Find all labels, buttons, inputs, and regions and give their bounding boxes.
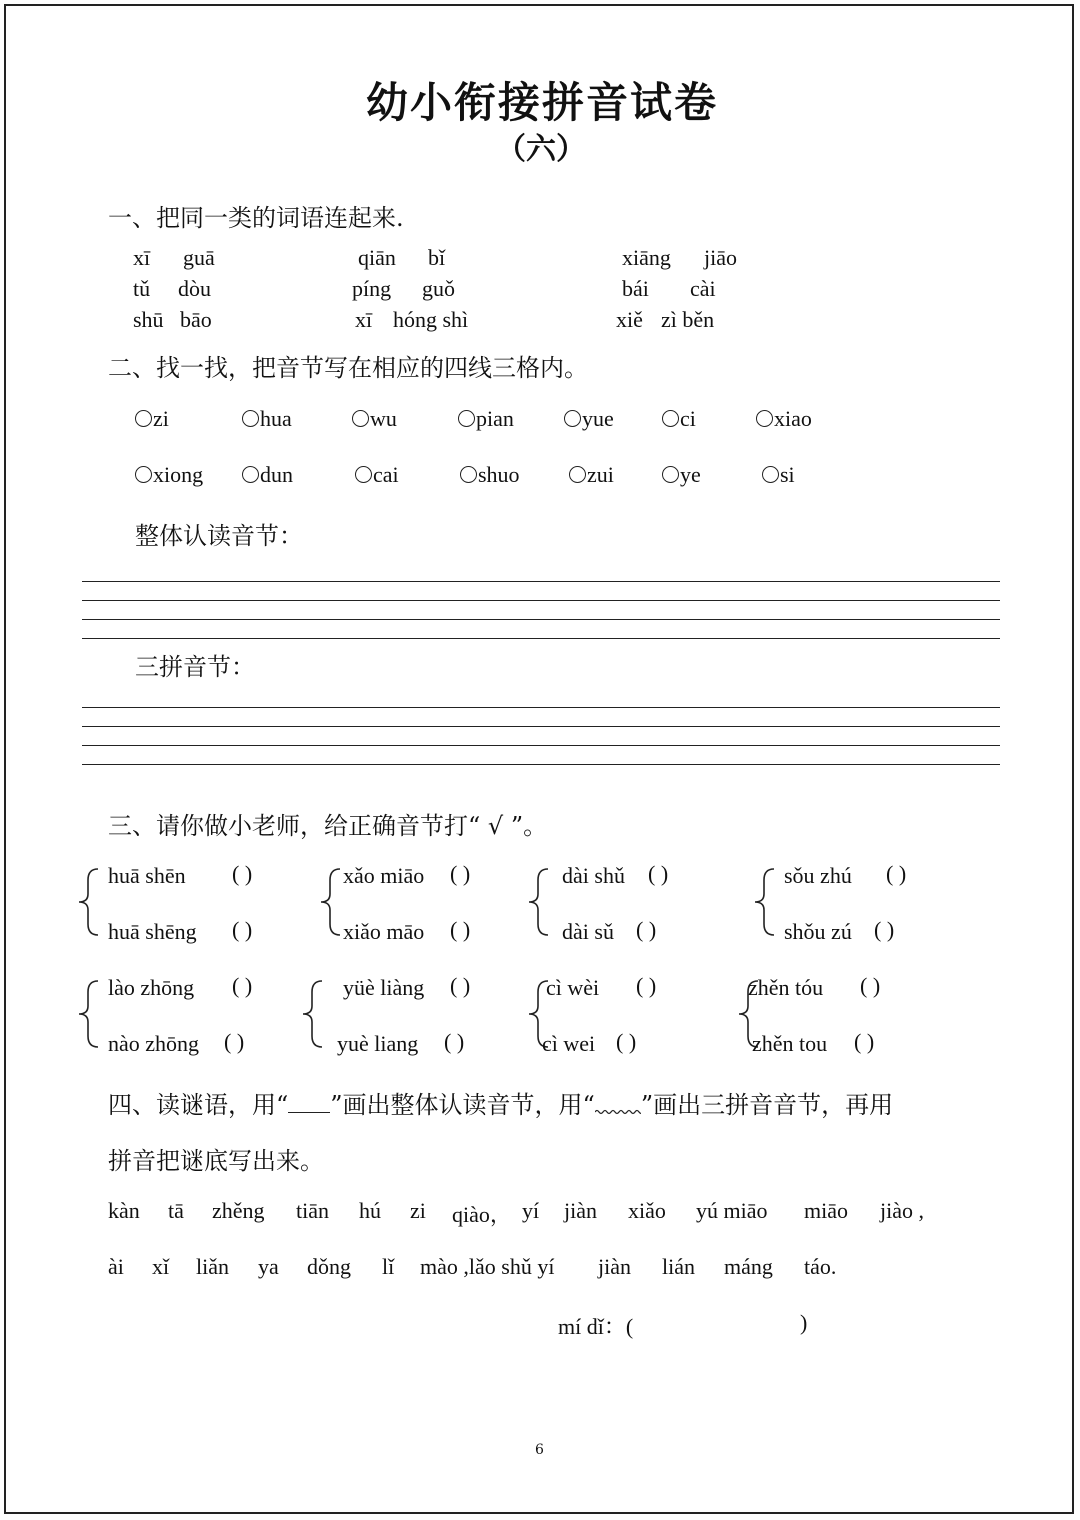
brace-icon [300, 978, 326, 1050]
circle-icon[interactable] [762, 466, 779, 483]
circle-icon[interactable] [242, 466, 259, 483]
answer-paren[interactable]: ( ) [860, 973, 881, 998]
riddle-word: tiān [296, 1198, 329, 1223]
choice-option: huā shēn [108, 863, 186, 888]
choice-option: huā shēng [108, 919, 197, 944]
riddle-word: lǐ [382, 1254, 395, 1279]
riddle-word: jiàn [598, 1254, 631, 1279]
word-item: guǒ [422, 276, 455, 301]
circle-icon[interactable] [242, 410, 259, 427]
word-item: shū [133, 307, 164, 332]
answer-field[interactable] [662, 1308, 798, 1336]
choice-option: nào zhōng [108, 1031, 200, 1056]
riddle-word: tā [168, 1198, 184, 1223]
choice-option: cì wei [542, 1031, 596, 1056]
section4-heading: 四、读谜语，用“ ”画出整体认读音节，用“ ”画出三拼音音节，再用 [108, 1091, 894, 1119]
riddle-word: yú miāo [696, 1198, 768, 1223]
syllable-option: yue [564, 406, 614, 432]
word-item: dòu [178, 276, 211, 301]
word-item: bǐ [428, 245, 446, 270]
riddle-word: lián [662, 1254, 695, 1279]
syllable-option: hua [242, 406, 292, 432]
choice-option: yüè liàng [343, 975, 425, 1000]
answer-paren[interactable]: ( ) [450, 861, 471, 886]
circle-icon[interactable] [460, 466, 477, 483]
riddle-word: miāo [804, 1198, 848, 1223]
answer-paren[interactable]: ( ) [616, 1029, 637, 1054]
choice-option: xǎo miāo [343, 863, 425, 888]
circle-icon[interactable] [756, 410, 773, 427]
brace-icon [526, 866, 552, 938]
syllable-option: zui [569, 462, 614, 488]
riddle-word: jiào , [880, 1198, 924, 1223]
riddle-word: kàn [108, 1198, 140, 1223]
riddle-word: liǎn [196, 1254, 229, 1279]
riddle-word: zhěng [212, 1198, 265, 1223]
syllable-option: ye [662, 462, 701, 488]
label-whole-syllables: 整体认读音节： [135, 522, 303, 550]
word-item: hóng shì [393, 307, 469, 332]
syllable-option: pian [458, 406, 514, 432]
riddle-word: jiàn [564, 1198, 597, 1223]
circle-icon[interactable] [355, 466, 372, 483]
word-item: qiān [358, 245, 396, 270]
choice-option: yuè liang [337, 1031, 419, 1056]
riddle-word: qiào， [452, 1202, 512, 1227]
word-item: tǔ [133, 276, 151, 301]
section2-heading: 二、找一找，把音节写在相应的四线三格内。 [108, 354, 588, 382]
writing-line[interactable] [82, 619, 1000, 620]
writing-line[interactable] [82, 638, 1000, 639]
answer-close-paren: ) [800, 1310, 808, 1335]
answer-paren[interactable]: ( ) [636, 917, 657, 942]
syllable-option: si [762, 462, 795, 488]
answer-paren[interactable]: ( ) [232, 917, 253, 942]
page-subtitle: （六） [496, 132, 586, 167]
writing-line[interactable] [82, 600, 1000, 601]
brace-icon [318, 866, 344, 938]
underline-straight-icon [288, 1094, 330, 1113]
circle-icon[interactable] [458, 410, 475, 427]
riddle-word: yí [522, 1198, 540, 1223]
riddle-word: ài [108, 1254, 124, 1279]
writing-line[interactable] [82, 745, 1000, 746]
circle-icon[interactable] [135, 410, 152, 427]
answer-paren[interactable]: ( ) [450, 973, 471, 998]
syllable-option: xiao [756, 406, 812, 432]
brace-icon [76, 866, 102, 938]
circle-icon[interactable] [352, 410, 369, 427]
choice-option: zhěn tou [752, 1031, 828, 1056]
choice-option: xiǎo māo [343, 919, 425, 944]
riddle-word: ya [258, 1254, 279, 1279]
answer-paren[interactable]: ( ) [444, 1029, 465, 1054]
answer-paren[interactable]: ( ) [224, 1029, 245, 1054]
riddle-word: zi [410, 1198, 426, 1223]
answer-paren[interactable]: ( ) [232, 973, 253, 998]
syllable-option: ci [662, 406, 696, 432]
riddle-word: mào ,lǎo shǔ yí [420, 1254, 555, 1279]
word-item: jiāo [704, 245, 737, 270]
answer-paren[interactable]: ( ) [636, 973, 657, 998]
answer-paren[interactable]: ( ) [854, 1029, 875, 1054]
choice-option: shǒu zú [784, 919, 852, 944]
circle-icon[interactable] [662, 410, 679, 427]
word-item: zì běn [661, 307, 715, 332]
riddle-word: máng [724, 1254, 773, 1279]
answer-paren[interactable]: ( ) [232, 861, 253, 886]
brace-icon [752, 866, 778, 938]
syllable-option: xiong [135, 462, 203, 488]
word-item: bái [622, 276, 649, 301]
riddle-word: xǐ [152, 1254, 170, 1279]
circle-icon[interactable] [569, 466, 586, 483]
underline-wavy-icon [595, 1095, 641, 1113]
word-item: cài [690, 276, 716, 301]
answer-label: mí dǐ：( [558, 1314, 634, 1339]
syllable-option: shuo [460, 462, 520, 488]
riddle-word: táo. [804, 1254, 837, 1279]
circle-icon[interactable] [662, 466, 679, 483]
word-item: xī [355, 307, 373, 332]
choice-option: cì wèi [546, 975, 600, 1000]
writing-line[interactable] [82, 707, 1000, 708]
word-item: guā [183, 245, 215, 270]
choice-option: dài shǔ [562, 863, 625, 888]
answer-paren[interactable]: ( ) [886, 861, 907, 886]
brace-icon [76, 978, 102, 1050]
label-three-syllables: 三拼音节： [135, 653, 255, 681]
answer-paren[interactable]: ( ) [648, 861, 669, 886]
riddle-word: hú [359, 1198, 381, 1223]
riddle-word: dǒng [307, 1254, 351, 1279]
choice-option: sǒu zhú [784, 863, 852, 888]
page-number: 6 [535, 1442, 544, 1458]
word-item: xiě [616, 307, 643, 332]
writing-line[interactable] [82, 581, 1000, 582]
section4-heading-line2: 拼音把谜底写出来。 [108, 1147, 324, 1175]
choice-option: dài sǔ [562, 919, 614, 944]
writing-line[interactable] [82, 764, 1000, 765]
page-title: 幼小衔接拼音试卷 [366, 78, 719, 127]
syllable-option: cai [355, 462, 399, 488]
word-item: xiāng [622, 245, 671, 270]
section3-heading: 三、请你做小老师，给正确音节打“ √ ”。 [108, 812, 548, 840]
circle-icon[interactable] [135, 466, 152, 483]
syllable-option: dun [242, 462, 293, 488]
word-item: píng [352, 276, 392, 301]
syllable-option: wu [352, 406, 397, 432]
answer-paren[interactable]: ( ) [450, 917, 471, 942]
answer-paren[interactable]: ( ) [874, 917, 895, 942]
word-item: xī [133, 245, 151, 270]
choice-option: lào zhōng [108, 975, 195, 1000]
word-item: bāo [180, 307, 212, 332]
choice-option: zhěn tóu [748, 975, 824, 1000]
writing-line[interactable] [82, 726, 1000, 727]
riddle-word: xiǎo [628, 1198, 666, 1223]
syllable-option: zi [135, 406, 169, 432]
section1-heading: 一、把同一类的词语连起来. [108, 204, 404, 232]
circle-icon[interactable] [564, 410, 581, 427]
